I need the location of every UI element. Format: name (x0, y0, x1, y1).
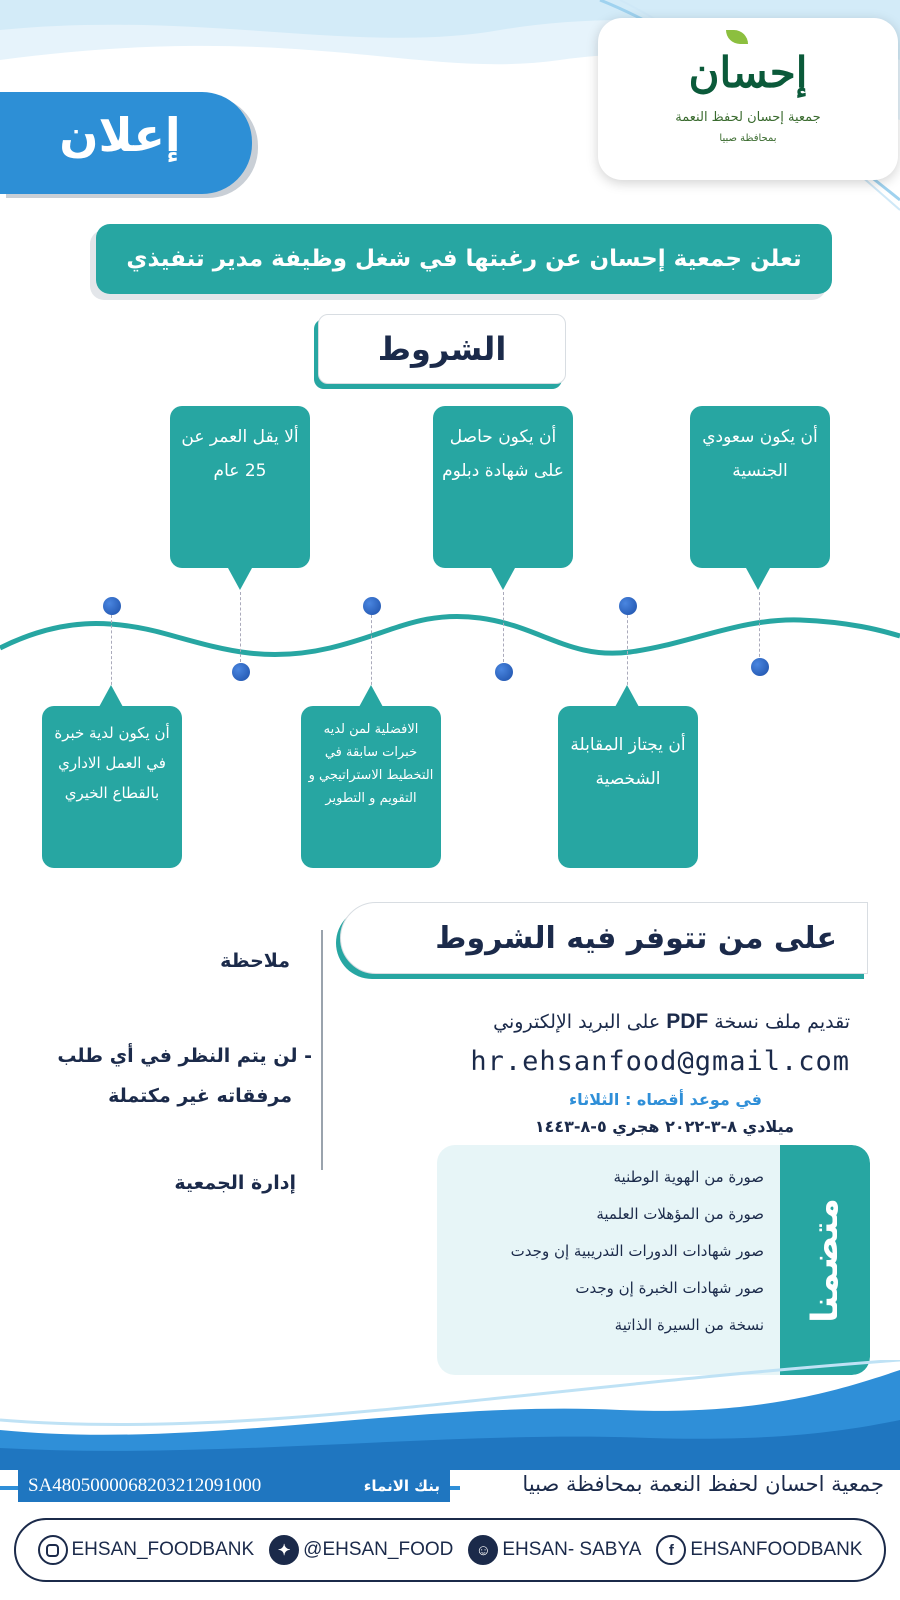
apply-title-box (340, 902, 868, 974)
iban-box (18, 1470, 450, 1502)
logo-leaf-icon (726, 30, 748, 44)
apply-email[interactable]: hr.ehsanfood@gmail.com (470, 1046, 850, 1077)
social-instagram[interactable] (38, 1535, 255, 1565)
condition-arrow (615, 685, 639, 707)
logo-title: إحسان (688, 48, 808, 97)
condition-age: ألا يقل العمر عن 25 عام (170, 406, 310, 568)
logo-card (598, 18, 898, 180)
includes-label-strip (780, 1145, 870, 1375)
connector-line (111, 615, 112, 690)
condition-arrow (228, 568, 252, 590)
conditions-title-box (318, 314, 566, 384)
connector-line (240, 592, 241, 662)
condition-diploma: أن يكون حاصل على شهادة دبلوم (433, 406, 573, 568)
instruction-pdf: PDF (666, 1010, 709, 1033)
announcement-label: إعلان (59, 108, 181, 162)
social-facebook[interactable] (656, 1535, 862, 1565)
apply-title: على من تتوفر فيه الشروط (435, 920, 837, 956)
condition-arrow (359, 685, 383, 707)
social-snapchat[interactable] (468, 1535, 641, 1565)
logo-subtitle: جمعية إحسان لحفظ النعمة (675, 110, 821, 125)
includes-item: نسخة من السيرة الذاتية (614, 1316, 764, 1334)
timeline-dot (232, 663, 250, 681)
announcement-banner (0, 92, 252, 194)
social-handle: EHSANFOODBANK (690, 1539, 863, 1560)
snapchat-icon: ☺ (468, 1535, 498, 1565)
social-bar (14, 1518, 886, 1582)
bank-name: بنك الانماء (363, 1477, 440, 1495)
instruction-suffix: على البريد الإلكتروني (493, 1011, 661, 1033)
timeline-dot (751, 658, 769, 676)
includes-list (511, 1159, 764, 1344)
note-line-2: مرفقاته غير مكتملة (108, 1085, 292, 1107)
note-line-1: - لن يتم النظر في أي طلب (57, 1045, 312, 1067)
social-twitter[interactable] (269, 1535, 453, 1565)
note-signature: إدارة الجمعية (174, 1172, 296, 1194)
instruction-prefix: تقديم ملف نسخة (714, 1011, 850, 1033)
apply-deadline: في موعد أقصاه : الثلاثاء (569, 1090, 762, 1109)
connector-line (627, 615, 628, 690)
includes-item: صورة من المؤهلات العلمية (596, 1205, 764, 1223)
timeline-dot (619, 597, 637, 615)
headline-text: تعلن جمعية إحسان عن رغبتها في شغل وظيفة مدير تنفيذي (126, 246, 802, 272)
headline-bar (96, 224, 832, 294)
conditions-title: الشروط (377, 330, 507, 368)
includes-panel (437, 1145, 870, 1375)
condition-arrow (746, 568, 770, 590)
condition-admin-experience: أن يكون لدية خبرة في العمل الاداري بالقطاع الخيري (42, 706, 182, 868)
social-handle: EHSAN- SABYA (502, 1539, 642, 1560)
org-name: جمعية احسان لحفظ النعمة بمحافظة صبيا (522, 1472, 884, 1496)
bank-strip (0, 1470, 900, 1512)
timeline-dot (495, 663, 513, 681)
vertical-divider (321, 930, 323, 1170)
apply-instruction (493, 1010, 850, 1034)
connector-line (503, 592, 504, 662)
connector-line (371, 615, 372, 690)
timeline-dot (103, 597, 121, 615)
social-handle: @EHSAN_FOOD (303, 1539, 454, 1560)
condition-interview: أن يجتاز المقابلة الشخصية (558, 706, 698, 868)
condition-nationality: أن يكون سعودي الجنسية (690, 406, 830, 568)
note-title: ملاحظة (220, 950, 290, 972)
facebook-icon: f (656, 1535, 686, 1565)
includes-label: متضمنا (804, 1197, 846, 1323)
includes-item: صور شهادات الدورات التدريبية إن وجدت (510, 1242, 764, 1260)
condition-arrow (491, 568, 515, 590)
includes-item: صورة من الهوية الوطنية (613, 1168, 764, 1186)
logo-region: بمحافظة صبيا (719, 133, 777, 144)
condition-arrow (99, 685, 123, 707)
twitter-icon: ✦ (269, 1535, 299, 1565)
includes-item: صور شهادات الخبرة إن وجدت (575, 1279, 764, 1297)
bottom-wave-decoration (0, 1360, 900, 1470)
social-handle: EHSAN_FOODBANK (71, 1539, 255, 1560)
connector-line (759, 592, 760, 662)
timeline-dot (363, 597, 381, 615)
iban-number: SA4805000068203212091000 (28, 1475, 262, 1496)
instagram-icon (38, 1535, 68, 1565)
apply-dates: ميلادي ٨-٣-٢٠٢٢ هجري ٥-٨-١٤٤٣ (534, 1117, 794, 1136)
condition-experience-preference: الافضلية لمن لديه خبرات سابقة في التخطيط الاستراتيجي و التقويم و التطوير (301, 706, 441, 868)
